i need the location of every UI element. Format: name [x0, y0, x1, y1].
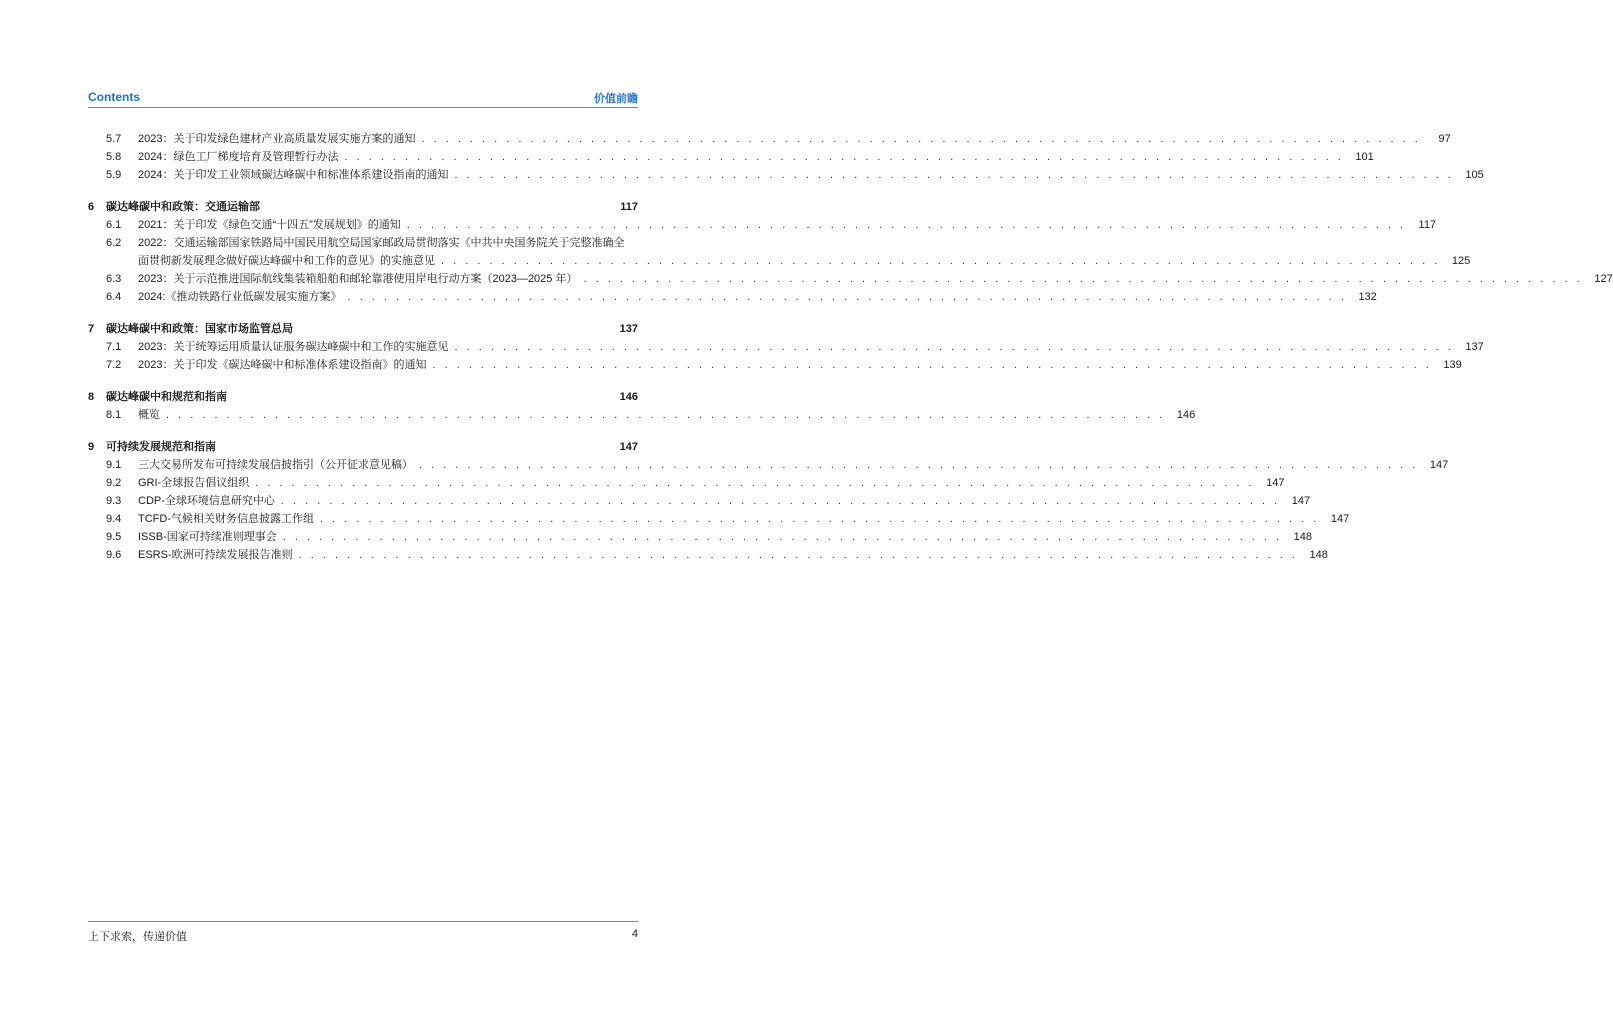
toc-entry[interactable] [88, 474, 1285, 492]
dot-leader: . . . . . . . . . . . . . . . . . . . . . . . . . . . . . . . . . . . . . . . . . . . . . . . . . . . . . . . . . . . . . . . . . . . . . . . . . . . . . . . . . . . [454, 169, 1454, 181]
toc-entry-number: 9.6 [106, 549, 122, 561]
dot-leader: . . . . . . . . . . . . . . . . . . . . . . . . . . . . . . . . . . . . . . . . . . . . . . . . . . . . . . . . . . . . . . . . . . . . . . . . . . . . . . . . . . . [421, 133, 1421, 145]
toc-entry[interactable] [88, 288, 1377, 306]
toc-chapter[interactable] [88, 438, 638, 456]
dot-leader: . . . . . . . . . . . . . . . . . . . . . . . . . . . . . . . . . . . . . . . . . . . . . . . . . . . . . . . . . . . . . . . . . . . . . . . . . . . . . . . . . . . [454, 341, 1454, 353]
dot-leader: . . . . . . . . . . . . . . . . . . . . . . . . . . . . . . . . . . . . . . . . . . . . . . . . . . . . . . . . . . . . . . . . . . . . . . . . . . . . . . . . . . . [280, 495, 1281, 507]
dot-leader: . . . . . . . . . . . . . . . . . . . . . . . . . . . . . . . . . . . . . . . . . . . . . . . . . . . . . . . . . . . . . . . . . . . . . . . . . . . . . . . . . . . [298, 549, 1298, 561]
toc-chapter-num: 8 [88, 391, 95, 403]
toc-entry-number: 8.1 [106, 409, 122, 421]
toc-entry-number: 5.8 [106, 151, 122, 163]
toc-entry[interactable] [88, 406, 1196, 424]
toc-entry[interactable] [88, 130, 1451, 148]
toc-entry-number: 5.7 [106, 133, 122, 145]
toc-entry-label: 2023：关于印发《碳达峰碳中和标准体系建设指南》的通知 [138, 356, 432, 374]
toc-chapter-num: 6 [88, 201, 95, 213]
toc-entry-number: 9.3 [106, 495, 122, 507]
toc-chapter-num: 7 [88, 323, 95, 335]
toc-entry[interactable] [88, 356, 1462, 374]
toc-entry-label: 2021：关于印发《绿色交通“十四五”发展规划》的通知 [138, 216, 407, 234]
toc-entry-page: 148 [1309, 549, 1328, 561]
toc-chapter-title: 碳达峰碳中和政策：交通运输部 [106, 201, 260, 213]
toc-entry-label: 概览 [138, 406, 166, 424]
toc-entry-label: TCFD-气候相关财务信息披露工作组 [138, 510, 320, 528]
toc-chapter-title: 可持续发展规范和指南 [106, 441, 216, 453]
toc-entry-page: 148 [1293, 531, 1312, 543]
toc-entry-number: 9.5 [106, 531, 122, 543]
toc-entry-label: 2023：关于统筹运用质量认证服务碳达峰碳中和工作的实施意见 [138, 338, 454, 356]
toc-chapter-page: 146 [619, 391, 638, 403]
toc-entry-page: 147 [1266, 477, 1285, 489]
toc-entry[interactable] [88, 216, 1437, 234]
toc-entry-page: 147 [1291, 495, 1311, 507]
toc-entry-label: 2024：关于印发工业领域碳达峰碳中和标准体系建设指南的通知 [138, 166, 454, 184]
toc-entry-label: 2023：关于印发绿色建材产业高质量发展实施方案的通知 [138, 130, 421, 148]
toc-entry-page: 101 [1355, 151, 1374, 163]
toc-chapter[interactable] [88, 320, 638, 338]
toc-entry-page: 137 [1465, 341, 1484, 353]
dot-leader: . . . . . . . . . . . . . . . . . . . . . . . . . . . . . . . . . . . . . . . . . . . . . . . . . . . . . . . . . . . . . . . . . . . . . . . . . . . . . . . . . . . [432, 359, 1432, 371]
page-number: 4 [631, 928, 638, 940]
toc-entry[interactable] [88, 234, 638, 252]
toc-entry-number: 7.2 [106, 359, 122, 371]
toc-entry[interactable] [88, 528, 1312, 546]
header-brand: 价值前瞻 [594, 93, 638, 105]
toc-entry-label: CDP-全球环境信息研究中心 [138, 492, 281, 510]
toc-entry-page: 139 [1443, 359, 1462, 371]
toc-chapter-title: 碳达峰碳中和政策：国家市场监管总局 [106, 323, 293, 335]
toc-entry[interactable] [88, 166, 1484, 184]
toc-chapter-page: 117 [620, 201, 638, 213]
toc-entry-label: ISSB-国家可持续准则理事会 [138, 528, 283, 546]
footer-slogan: 上下求索，传递价值 [88, 931, 187, 943]
toc-chapter-page: 147 [619, 441, 638, 453]
table-of-contents [88, 130, 1613, 564]
toc-entry[interactable] [88, 148, 1374, 166]
dot-leader: . . . . . . . . . . . . . . . . . . . . . . . . . . . . . . . . . . . . . . . . . . . . . . . . . . . . . . . . . . . . . . . . . . . . . . . . . . . . . . . . . . . [320, 513, 1320, 525]
toc-entry-page: 127 [1594, 273, 1613, 285]
toc-entry-number: 6.4 [106, 291, 122, 303]
toc-entry-label: 2024:《推动铁路行业低碳发展实施方案》 [138, 288, 348, 306]
dot-leader: . . . . . . . . . . . . . . . . . . . . . . . . . . . . . . . . . . . . . . . . . . . . . . . . . . . . . . . . . . . . . . . . . . . . . . . . . . . . . . . . . . . [441, 255, 1441, 267]
toc-entry-number: 9.4 [106, 513, 122, 525]
toc-entry-page: 147 [1330, 513, 1350, 525]
toc-entry[interactable] [88, 270, 1613, 288]
toc-entry-page: 146 [1176, 409, 1196, 421]
toc-chapter[interactable] [88, 198, 638, 216]
dot-leader: . . . . . . . . . . . . . . . . . . . . . . . . . . . . . . . . . . . . . . . . . . . . . . . . . . . . . . . . . . . . . . . . . . . . . . . . . . . . . . . . . . . [282, 531, 1282, 543]
header-contents-title: Contents [88, 90, 140, 104]
toc-entry-label: 2022：交通运输部国家铁路局中国民用航空局国家邮政局贯彻落实《中共中央国务院关于完整准确全 [138, 234, 630, 252]
dot-leader: . . . . . . . . . . . . . . . . . . . . . . . . . . . . . . . . . . . . . . . . . . . . . . . . . . . . . . . . . . . . . . . . . . . . . . . . . . . . . . . . . . . [344, 151, 1344, 163]
dot-leader: . . . . . . . . . . . . . . . . . . . . . . . . . . . . . . . . . . . . . . . . . . . . . . . . . . . . . . . . . . . . . . . . . . . . . . . . . . . . . . . . . . . [406, 219, 1407, 231]
toc-entry-number: 6.3 [106, 273, 122, 285]
toc-entry-page: 147 [1429, 459, 1449, 471]
toc-entry-label: 2023：关于示范推进国际航线集装箱船舶和邮轮靠港使用岸电行动方案（2023—2025 年） [138, 270, 583, 288]
toc-entry-label: 三大交易所发布可持续发展信披指引（公开征求意见稿） [138, 456, 419, 474]
toc-entry-page: 132 [1358, 291, 1377, 303]
toc-entry-page: 117 [1418, 219, 1437, 231]
toc-entry-page: 97 [1438, 133, 1451, 145]
toc-entry[interactable] [88, 510, 1350, 528]
toc-entry-number: 5.9 [106, 169, 122, 181]
toc-chapter-page: 137 [619, 323, 638, 335]
toc-entry-number: 6.1 [106, 219, 122, 231]
toc-entry[interactable] [88, 492, 1311, 510]
dot-leader: . . . . . . . . . . . . . . . . . . . . . . . . . . . . . . . . . . . . . . . . . . . . . . . . . . . . . . . . . . . . . . . . . . . . . . . . . . . . . . . . . . . [166, 409, 1166, 421]
page-header [88, 90, 638, 108]
toc-entry[interactable] [88, 456, 1449, 474]
toc-entry-label: GRI-全球报告倡议组织 [138, 474, 255, 492]
dot-leader: . . . . . . . . . . . . . . . . . . . . . . . . . . . . . . . . . . . . . . . . . . . . . . . . . . . . . . . . . . . . . . . . . . . . . . . . . . . . . . . . . . . [419, 459, 1419, 471]
toc-entry[interactable] [88, 338, 1484, 356]
toc-entry-label: ESRS-欧洲可持续发展报告准则 [138, 546, 299, 564]
toc-entry-number: 9.1 [106, 459, 122, 471]
toc-entry-number: 6.2 [106, 237, 122, 249]
dot-leader: . . . . . . . . . . . . . . . . . . . . . . . . . . . . . . . . . . . . . . . . . . . . . . . . . . . . . . . . . . . . . . . . . . . . . . . . . . . . . . . . . . . [255, 477, 1255, 489]
dot-leader: . . . . . . . . . . . . . . . . . . . . . . . . . . . . . . . . . . . . . . . . . . . . . . . . . . . . . . . . . . . . . . . . . . . . . . . . . . . . . . . . . . . [583, 273, 1583, 285]
toc-entry[interactable] [88, 546, 1328, 564]
toc-chapter-num: 9 [88, 441, 95, 453]
header-divider [88, 107, 638, 108]
toc-entry-number: 7.1 [106, 341, 122, 353]
footer-divider [88, 921, 638, 922]
toc-entry[interactable] [88, 252, 1471, 270]
toc-entry-label: 2024：绿色工厂梯度培育及管理暂行办法 [138, 148, 344, 166]
toc-entry-page: 125 [1451, 255, 1471, 267]
toc-entry-number: 9.2 [106, 477, 122, 489]
toc-chapter-title: 碳达峰碳中和规范和指南 [106, 391, 227, 403]
dot-leader: . . . . . . . . . . . . . . . . . . . . . . . . . . . . . . . . . . . . . . . . . . . . . . . . . . . . . . . . . . . . . . . . . . . . . . . . . . . . . . . . . . . [347, 291, 1347, 303]
toc-entry-label: 面贯彻新发展理念做好碳达峰碳中和工作的意见》的实施意见 [138, 252, 441, 270]
toc-entry-page: 105 [1465, 169, 1484, 181]
toc-chapter[interactable] [88, 388, 638, 406]
